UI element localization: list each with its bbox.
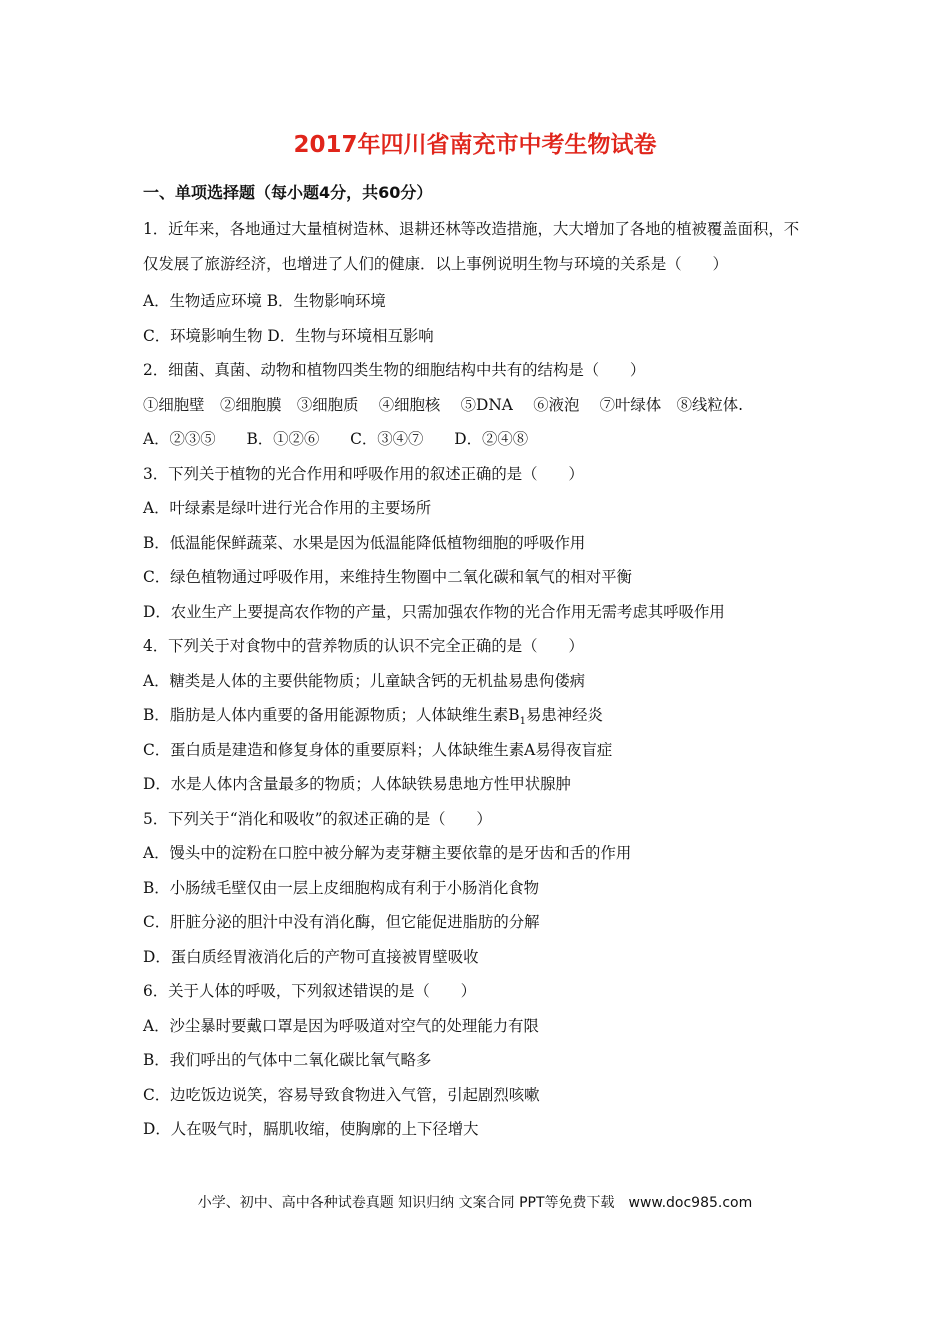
- question-2-stem: 2．细菌、真菌、动物和植物四类生物的细胞结构中共有的结构是（ ）: [143, 361, 646, 379]
- question-5-option-a: A．馒头中的淀粉在口腔中被分解为麦芽糖主要依靠的是牙齿和舌的作用: [143, 844, 632, 862]
- question-4-option-c: C．蛋白质是建造和修复身体的重要原料；人体缺维生素A易得夜盲症: [143, 740, 613, 759]
- question-1-options-ab: A．生物适应环境 B．生物影响环境: [143, 292, 386, 310]
- vitamin-subscript: 1: [519, 716, 526, 728]
- question-6-option-b: B．我们呼出的气体中二氧化碳比氧气略多: [143, 1051, 432, 1069]
- question-5-option-b: B．小肠绒毛壁仅由一层上皮细胞构成有利于小肠消化食物: [143, 878, 540, 897]
- question-6-stem: 6．关于人体的呼吸，下列叙述错误的是（ ）: [143, 982, 476, 1000]
- question-3-option-b: B．低温能保鲜蔬菜、水果是因为低温能降低植物细胞的呼吸作用: [143, 533, 586, 552]
- question-4-option-b-text: B．脂肪是人体内重要的备用能源物质；人体缺维生素B: [143, 706, 520, 724]
- question-4-option-b-tail: 易患神经炎: [525, 706, 603, 724]
- question-1-stem: 1．近年来，各地通过大量植树造林、退耕还林等改造措施，大大增加了各地的植被覆盖面积，不仅发展了旅游经济，也增进了人们的健康．以上事例说明生物与环境的关系是（ ）: [143, 220, 800, 273]
- question-5-option-d: D．蛋白质经胃液消化后的产物可直接被胃壁吸收: [143, 947, 479, 966]
- question-5-option-c: C．肝脏分泌的胆汁中没有消化酶，但它能促进脂肪的分解: [143, 913, 540, 931]
- question-4-option-a: A．糖类是人体的主要供能物质；儿童缺含钙的无机盐易患佝偻病: [143, 671, 586, 690]
- question-3-option-a: A．叶绿素是绿叶进行光合作用的主要场所: [143, 499, 432, 517]
- question-4-option-d: D．水是人体内含量最多的物质；人体缺铁易患地方性甲状腺肿: [143, 775, 571, 793]
- question-3-stem: 3．下列关于植物的光合作用和呼吸作用的叙述正确的是（ ）: [143, 464, 584, 483]
- question-4-stem: 4．下列关于对食物中的营养物质的认识不完全正确的是（ ）: [143, 637, 584, 655]
- question-2-structures: ①细胞壁 ②细胞膜 ③细胞质 ④细胞核 ⑤DNA ⑥液泡 ⑦叶绿体 ⑧线粒体.: [143, 395, 744, 414]
- question-5-stem: 5．下列关于“消化和吸收”的叙述正确的是（ ）: [143, 809, 492, 828]
- section-heading: 一、单项选择题（每小题4分，共60分）: [143, 183, 433, 202]
- question-4-option-b: [143, 701, 813, 736]
- question-2-options: A．②③⑤ B．①②⑥ C．③④⑦ D．②④⑧: [143, 430, 529, 448]
- question-6-option-d: D．人在吸气时，膈肌收缩，使胸廓的上下径增大: [143, 1120, 479, 1138]
- question-6-option-a: A．沙尘暴时要戴口罩是因为呼吸道对空气的处理能力有限: [143, 1016, 539, 1035]
- question-3-option-c: C．绿色植物通过呼吸作用，来维持生物圈中二氧化碳和氧气的相对平衡: [143, 568, 632, 586]
- question-list: [143, 212, 813, 1150]
- page-footer: 小学、初中、高中各种试卷真题 知识归纳 文案合同 PPT等免费下载 www.doc985.com: [197, 1195, 753, 1211]
- question-6-option-c: C．边吃饭边说笑，容易导致食物进入气管，引起剧烈咳嗽: [143, 1085, 540, 1104]
- question-1-options-cd: C．环境影响生物 D．生物与环境相互影响: [143, 326, 434, 345]
- page-title: 2017年四川省南充市中考生物试卷: [293, 132, 657, 158]
- question-3-option-d: D．农业生产上要提高农作物的产量，只需加强农作物的光合作用无需考虑其呼吸作用: [143, 602, 725, 621]
